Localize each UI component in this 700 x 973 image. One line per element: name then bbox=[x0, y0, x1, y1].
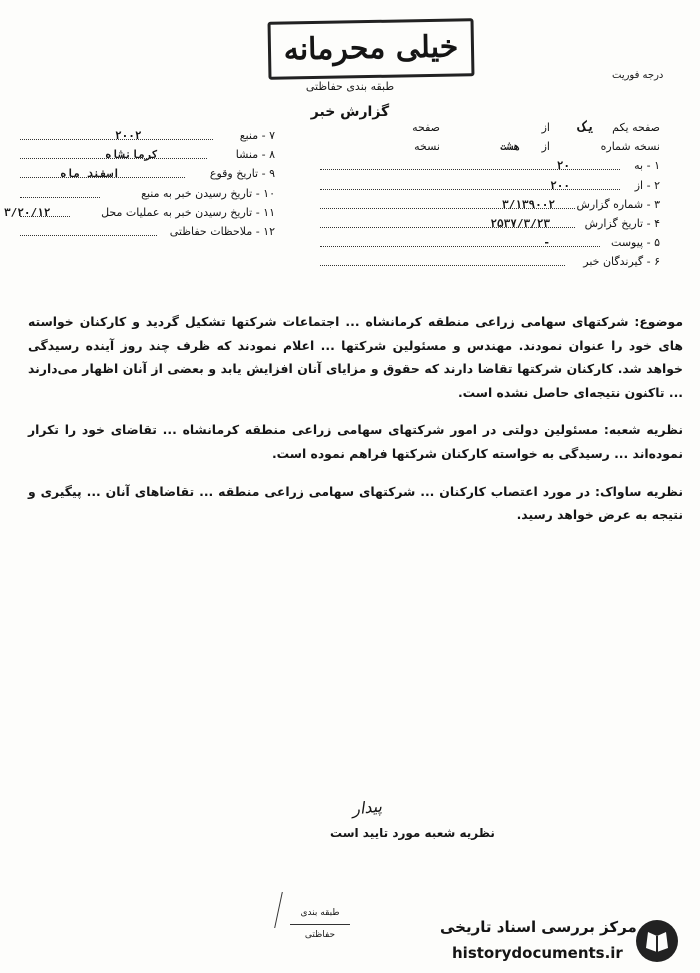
meta-value: ۳/۲۰/۱۲ bbox=[4, 205, 51, 219]
meta-row bbox=[4, 203, 275, 222]
meta-label: ۱ - به bbox=[634, 159, 660, 173]
meta-row bbox=[20, 164, 275, 183]
classification-label-bottom: طبقه بندی حفاظتی bbox=[290, 902, 350, 925]
meta-label: ۶ - گیرندگان خبر bbox=[583, 255, 660, 269]
body-paragraph: نظریه ساواک: در مورد اعتصاب کارکنان ... شرکتهای سهامی زراعی منطقه ... تقاضاهای آنان ... پیگیری و نتیجه به عرض خواهد رسید. bbox=[28, 483, 683, 523]
meta-label: ۱۲ - ملاحظات حفاظتی bbox=[169, 224, 275, 238]
dotted-line bbox=[320, 189, 620, 190]
priority-label: درجه فوریت bbox=[612, 70, 664, 81]
dotted-line bbox=[320, 265, 565, 266]
meta-unit: نسخه bbox=[414, 140, 440, 154]
meta-label: نسخه شماره bbox=[600, 140, 660, 154]
report-body bbox=[28, 310, 683, 527]
meta-label: ۸ - منشا bbox=[235, 148, 275, 162]
dotted-line bbox=[320, 246, 600, 247]
meta-row bbox=[300, 156, 660, 175]
report-title: گزارش خبر bbox=[310, 104, 390, 120]
meta-row bbox=[300, 118, 660, 137]
classification-stamp: خیلی محرمانه bbox=[268, 18, 475, 80]
meta-value: اسفند ماه bbox=[60, 167, 120, 181]
meta-mid: از bbox=[541, 121, 550, 134]
meta-right-table bbox=[300, 118, 660, 272]
meta-value: هشت bbox=[500, 140, 520, 154]
meta-row bbox=[20, 222, 275, 241]
meta-label: صفحه یکم bbox=[612, 121, 660, 134]
meta-value: ۲۰۰۲ bbox=[115, 129, 142, 142]
meta-value: کرمانشاه bbox=[105, 148, 158, 162]
meta-label: ۷ - منبع bbox=[239, 129, 275, 142]
classification-label: طبقه بندی حفاظتی bbox=[305, 80, 395, 93]
watermark-name: مرکز بررسی اسناد تاریخی bbox=[440, 918, 637, 936]
meta-value: - bbox=[543, 236, 550, 250]
signature: پیدار bbox=[351, 796, 383, 819]
watermark-url: historydocuments.ir bbox=[452, 944, 623, 962]
body-paragraph: موضوع: شرکتهای سهامی زراعی منطقه کرمانشاه ... اجتماعات شرکتها تشکیل گردید و کارکنان خواسته های خود را عنوان نمودند. مهندس و مسئولین شرکتها ... اعلام نمودند که ظرف چند روز آینده رسیدگی خواهد شد. کارکنان شرکتها تقاضا دارند که حقوق و مزایای آنان افزایش یابد و بعضی از آنان اظهار می‌دارند ... تاکنون نتیجه‌ای حاصل نشده است. bbox=[28, 314, 683, 400]
meta-row bbox=[300, 176, 660, 195]
meta-row bbox=[20, 145, 275, 164]
meta-label: ۵ - پیوست bbox=[611, 236, 660, 250]
meta-label: ۲ - از bbox=[634, 178, 660, 192]
meta-mid: از bbox=[541, 140, 550, 154]
meta-row bbox=[300, 252, 660, 271]
meta-value: یک bbox=[578, 119, 595, 135]
meta-label: ۳ - شماره گزارش bbox=[576, 197, 660, 211]
meta-row bbox=[20, 126, 275, 145]
dotted-line bbox=[20, 235, 157, 236]
confirmation-line: نظریه شعبه مورد تایید است bbox=[330, 826, 495, 840]
body-paragraph: نظریه شعبه: مسئولین دولتی در امور شرکتهای سهامی زراعی منطقه کرمانشاه ... تقاضای خود را تکرار نموده‌اند ... رسیدگی به خواسته کارکنان شرکتها فراهم نموده است. bbox=[28, 422, 683, 461]
meta-row bbox=[300, 195, 660, 214]
meta-label: ۱۰ - تاریخ رسیدن خبر به منبع bbox=[141, 186, 275, 200]
meta-value: ۲۵۳۷/۳/۲۳ bbox=[490, 216, 550, 230]
meta-label: ۹ - تاریخ وقوع bbox=[209, 167, 275, 181]
meta-label: ۴ - تاریخ گزارش bbox=[584, 216, 660, 230]
meta-value: ۲۰ bbox=[556, 159, 570, 173]
meta-label: ۱۱ - تاریخ رسیدن خبر به عملیات محل bbox=[101, 205, 275, 219]
meta-value: ۲۰۰ bbox=[550, 178, 570, 192]
watermark-logo-icon bbox=[634, 918, 680, 964]
dotted-line bbox=[320, 169, 620, 170]
meta-unit: صفحه bbox=[412, 121, 440, 134]
meta-value: ۳/۱۳۹۰۰۲ bbox=[502, 197, 555, 211]
meta-row bbox=[300, 233, 660, 252]
meta-left-table bbox=[4, 126, 275, 241]
meta-row bbox=[300, 137, 660, 156]
meta-row bbox=[20, 184, 275, 203]
meta-row bbox=[300, 214, 660, 233]
dotted-line bbox=[20, 197, 100, 198]
